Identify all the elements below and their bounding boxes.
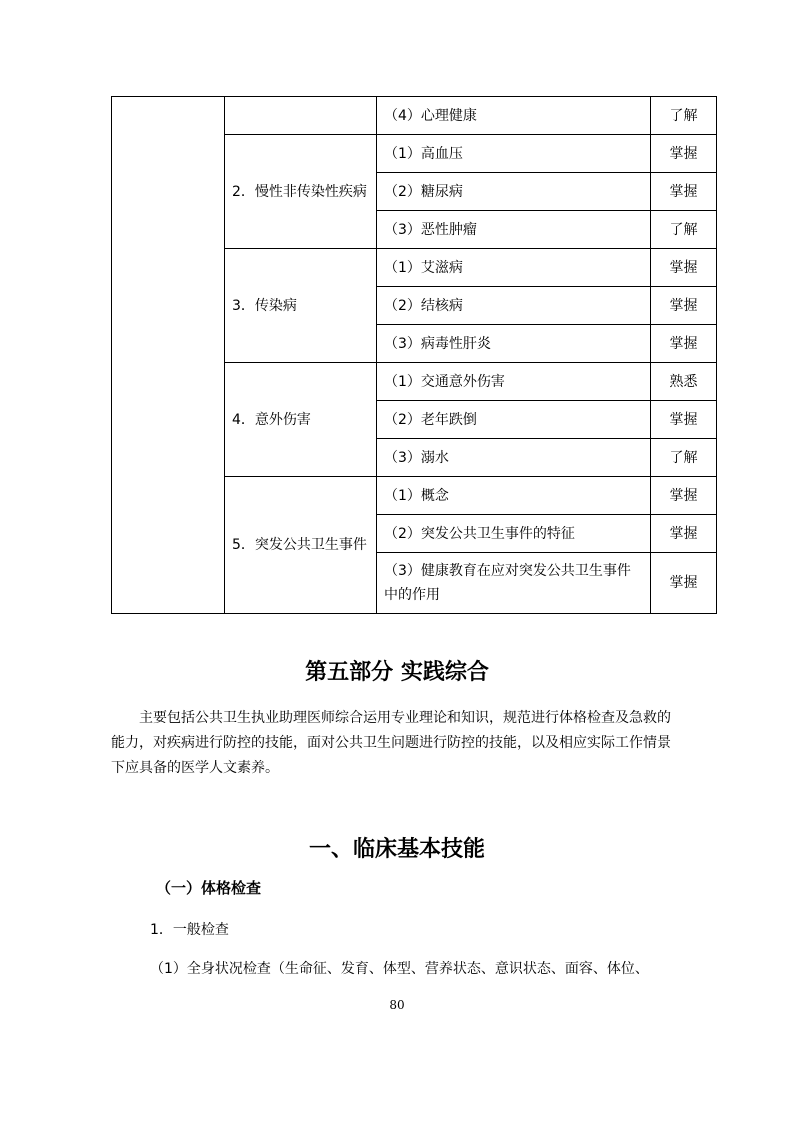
requirement-cell: 掌握	[651, 173, 717, 211]
requirement-cell: 了解	[651, 211, 717, 249]
requirement-cell: 掌握	[651, 249, 717, 287]
requirement-cell: 掌握	[651, 135, 717, 173]
requirement-cell: 掌握	[651, 325, 717, 363]
item-cell: （2）老年跌倒	[377, 401, 651, 439]
requirement-cell: 掌握	[651, 287, 717, 325]
requirement-cell: 掌握	[651, 477, 717, 515]
item-cell: （1）交通意外伤害	[377, 363, 651, 401]
list-item: 1．一般检查	[150, 922, 229, 938]
requirement-cell: 掌握	[651, 401, 717, 439]
unit-cell	[112, 97, 225, 614]
item-cell: （2）突发公共卫生事件的特征	[377, 515, 651, 553]
subsection-title: （一）体格检查	[156, 879, 262, 897]
item-cell: （4）心理健康	[377, 97, 651, 135]
topic-cell: 4．意外伤害	[225, 363, 377, 477]
topic-cell: 5．突发公共卫生事件	[225, 477, 377, 614]
item-cell: （1）艾滋病	[377, 249, 651, 287]
item-cell: （1）高血压	[377, 135, 651, 173]
item-cell: （3）溺水	[377, 439, 651, 477]
item-cell: （3）恶性肿瘤	[377, 211, 651, 249]
item-cell: （3）病毒性肝炎	[377, 325, 651, 363]
requirement-cell: 熟悉	[651, 363, 717, 401]
requirement-cell: 掌握	[651, 515, 717, 553]
intro-paragraph: 主要包括公共卫生执业助理医师综合运用专业理论和知识，规范进行体格检查及急救的能力，对疾病进行防控的技能，面对公共卫生问题进行防控的技能，以及相应实际工作情景下应具备的医学人文素养。	[111, 710, 671, 776]
requirement-cell: 了解	[651, 439, 717, 477]
section-title: 一、临床基本技能	[308, 836, 485, 862]
item-cell: （2）结核病	[377, 287, 651, 325]
part-title: 第五部分 实践综合	[305, 659, 489, 685]
topic-cell	[225, 97, 377, 135]
topic-cell: 3．传染病	[225, 249, 377, 363]
item-cell: （2）糖尿病	[377, 173, 651, 211]
page-number: 80	[389, 998, 405, 1012]
table-row	[112, 97, 717, 135]
topic-cell: 2．慢性非传染性疾病	[225, 135, 377, 249]
requirement-cell: 了解	[651, 97, 717, 135]
item-cell: （3）健康教育在应对突发公共卫生事件中的作用	[377, 553, 651, 614]
item-cell: （1）概念	[377, 477, 651, 515]
list-item: （1）全身状况检查（生命征、发育、体型、营养状态、意识状态、面容、体位、	[150, 961, 649, 977]
requirement-cell: 掌握	[651, 553, 717, 614]
syllabus-table	[111, 96, 717, 614]
